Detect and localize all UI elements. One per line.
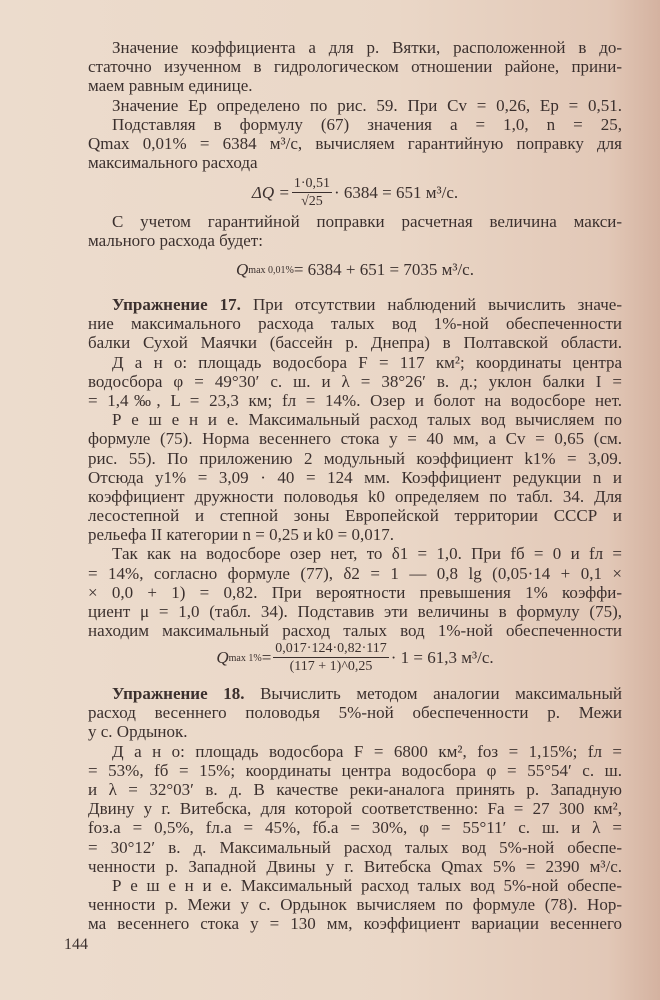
text-line: рис. 55). По приложению 2 модульный коэффициент k1% = 3,09. <box>88 448 622 468</box>
formula-qmax-1 <box>88 637 622 679</box>
text-line: лесостепной и степной зоны Европейской территории СССР и <box>88 506 622 526</box>
text-line: циент μ = 1,0 (табл. 34). Подставив эти величины в формулу (75), <box>88 602 622 621</box>
exercise-heading: Упражнение 17. <box>112 295 241 314</box>
text-line: статочно изученном в гидрологическом отношении районе, прини- <box>88 57 622 77</box>
text-line <box>88 295 622 314</box>
formula-lhs: ΔQ = <box>251 183 290 202</box>
text-line: коэффициент дружности половодья k0 определяем по табл. 34. Для <box>88 486 622 506</box>
text-line: = 30°12′ в. д. Максимальный расход талых вод 5%-ной обеспе- <box>88 837 622 857</box>
text-line: = 14%, согласно формуле (77), δ2 = 1 — 0,8 lg (0,05·14 + 0,1 × <box>88 563 622 583</box>
text-line: формуле (75). Норма весеннего стока y = 40 мм, а Cv = 0,65 (см. <box>88 429 622 449</box>
text-line: Д а н о: площадь водосбора F = 6800 км², fоз = 1,15%; fл = <box>112 741 622 761</box>
numerator: 1·0,51 <box>293 176 331 191</box>
paragraph-vyatka-coefficient <box>88 38 622 172</box>
text-line: Д а н о: площадь водосбора F = 117 км²; координаты центра <box>112 352 622 372</box>
formula-rhs: · 6384 = 651 м³/с. <box>334 183 459 202</box>
text-line: находим максимальный расход талых вод 1%-ной обеспеченности <box>88 621 622 641</box>
text-line: = 1,4‰, L = 23,3 км; fл = 14%. Озер и болот на водосборе нет. <box>88 390 622 410</box>
numerator: 0,017·124·0,82·117 <box>275 641 387 656</box>
text-line-rest: При отсутствии наблюдений вычислить значе- <box>240 295 622 314</box>
text-line: балки Сухой Маячки (бассейн р. Днепра) в Полтавской области. <box>88 333 622 353</box>
text-line: максимального расхода <box>88 153 258 173</box>
page-number: 144 <box>64 936 88 953</box>
denominator: √25 <box>301 194 323 209</box>
text-line: водосбора φ = 49°30′ с. ш. и λ = 38°26′ в. д.; уклон балки I = <box>88 371 622 391</box>
denominator: (117 + 1)^0,25 <box>289 659 373 674</box>
formula-delta-q <box>88 174 622 212</box>
formula-rhs: · 1 = 61,3 м³/с. <box>390 648 494 667</box>
text-line: С учетом гарантийной поправки расчетная величина макси- <box>112 212 622 231</box>
text-line: Так как на водосборе озер нет, то δ1 = 1,0. При fб = 0 и fл = <box>112 544 622 564</box>
text-line: ма весеннего стока y = 130 мм, коэффициент вариации весеннего <box>88 914 622 934</box>
text-line: расход весеннего половодья 5%-ной обеспеченности р. Межи <box>88 703 622 723</box>
exercise-17 <box>88 295 622 640</box>
text-line: × 0,0 + 1) = 0,82. При вероятности превышения 1% коэффи- <box>88 582 622 602</box>
text-line: Двину у г. Витебска, для которой соответственно: Fа = 27 300 км², <box>88 799 622 819</box>
fraction <box>273 641 388 675</box>
exercise-heading: Упражнение 18. <box>112 684 245 703</box>
formula-sub: max 0,01% <box>248 264 294 276</box>
formula-sub: max 1% <box>228 652 262 664</box>
formula-eq: = <box>261 648 272 667</box>
text-line: = 53%, fб = 15%; координаты центра водосбора φ = 55°54′ с. ш. <box>88 760 622 780</box>
text-line: Р е ш е н и е. Максимальный расход талых вод 5%-ной обеспе- <box>112 875 622 895</box>
formula-rhs: = 6384 + 651 = 7035 м³/с. <box>293 260 474 279</box>
text-line: и λ = 32°03′ в. д. В качестве реки-аналога принять р. Западную <box>88 779 622 799</box>
text-line: ченности р. Западной Двины у г. Витебска Qmax 5% = 2390 м³/с. <box>88 856 622 876</box>
fraction <box>292 176 332 210</box>
exercise-18 <box>88 684 622 933</box>
text-line: ние максимального расхода талых вод 1%-ной обеспеченности <box>88 314 622 334</box>
text-line: Подставляя в формулу (67) значения a = 1,0, n = 25, <box>112 114 622 134</box>
text-line: Qmax 0,01% = 6384 м³/с, вычисляем гарантийную поправку для <box>88 133 622 153</box>
formula-lhs: Q <box>216 648 229 667</box>
text-line: ченности р. Межи у с. Ордынок вычисляем по формуле (78). Нор- <box>88 895 622 915</box>
text-line: у с. Ордынок. <box>88 722 188 742</box>
paragraph-guarantee-correction <box>88 212 622 250</box>
text-line: мального расхода будет: <box>88 231 263 251</box>
text-line: маем равным единице. <box>88 76 253 96</box>
text-line: Значение коэффициента a для р. Вятки, расположенной в до- <box>112 38 622 57</box>
text-line-rest: Вычислить методом аналогии максимальный <box>244 684 622 703</box>
text-line: рельефа II категории n = 0,25 и k0 = 0,017. <box>88 525 395 545</box>
text-line: Значение Eр определено по рис. 59. При Cv = 0,26, Eр = 0,51. <box>112 95 622 115</box>
text-line <box>88 684 622 703</box>
text-line: Р е ш е н и е. Максимальный расход талых вод вычисляем по <box>112 410 622 430</box>
text-line: fоз.а = 0,5%, fл.а = 45%, fб.а = 30%, φ = 55°11′ с. ш. и λ = <box>88 818 622 838</box>
formula-lhs: Q <box>236 260 249 279</box>
text-line: Отсюда y1% = 3,09 · 40 = 124 мм. Коэффициент редукции n и <box>88 467 622 487</box>
formula-qmax-001 <box>88 258 622 282</box>
